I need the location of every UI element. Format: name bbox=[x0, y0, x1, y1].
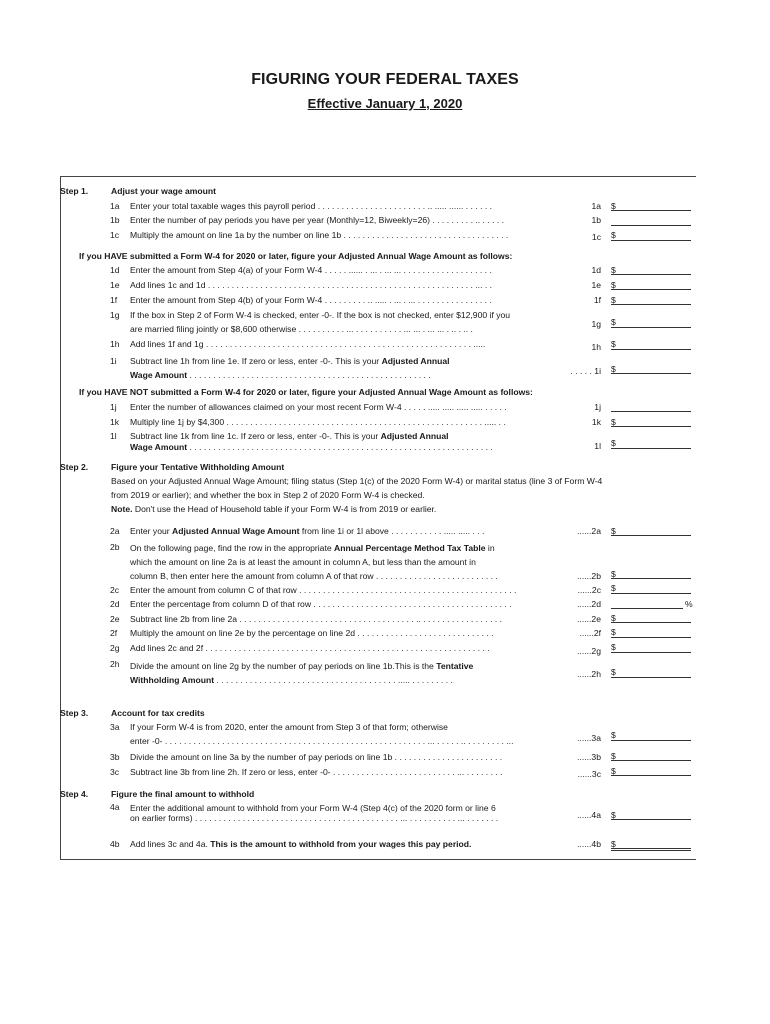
line-number: 1b bbox=[110, 215, 120, 225]
line-number: 1d bbox=[110, 265, 120, 275]
not-w4-intro: If you HAVE NOT submitted a Form W-4 for 2020 or later, figure your Adjusted Annual Wage Amount as follows: bbox=[79, 387, 533, 397]
line-1d-text: Enter the amount from Step 4(a) of your Form W-4 . . . . . ...... . ... . ... ... . . . . . . . . . . . . . . . . . . . bbox=[130, 265, 492, 275]
line-2a-field[interactable] bbox=[611, 535, 691, 536]
line-number: 1h bbox=[110, 339, 120, 349]
step-4-heading: Figure the final amount to withhold bbox=[111, 789, 255, 799]
line-ref: ......2a bbox=[577, 526, 601, 536]
line-3c-text: Subtract line 3b from line 2h. If zero or less, enter -0- . . . . . . . . . . . . . . . . . . . . . . . . . . ... . . . . . . . . bbox=[130, 767, 503, 777]
line-number: 1e bbox=[110, 280, 120, 290]
line-number: 2e bbox=[110, 614, 120, 624]
line-2a-text: Enter your Adjusted Annual Wage Amount from line 1i or 1l above . . . . . . . . . . . ..... ..... . . . bbox=[130, 526, 485, 536]
line-number: 1c bbox=[110, 230, 120, 240]
line-ref: ......2c bbox=[577, 585, 601, 595]
line-ref: 1c bbox=[591, 232, 601, 242]
line-ref: 1e bbox=[591, 280, 601, 290]
line-ref: ......2b bbox=[577, 571, 601, 581]
step-3-heading: Account for tax credits bbox=[111, 708, 205, 718]
step-2-intro: Based on your Adjusted Annual Wage Amount; filing status (Step 1(c) of the 2020 Form W-4) or marital status (line 3 of Form W-4 bbox=[111, 476, 603, 486]
line-1c-field[interactable] bbox=[611, 240, 691, 241]
line-1b-text: Enter the number of pay periods you have per year (Monthly=12, Biweekly=26) . . . . . . . . . .. . . . . . bbox=[130, 215, 505, 225]
form-title: FIGURING YOUR FEDERAL TAXES bbox=[251, 71, 519, 88]
line-number: 2h bbox=[110, 659, 120, 669]
line-number: 1k bbox=[110, 417, 120, 427]
dollar-sign: $ bbox=[611, 339, 616, 349]
line-2f-text: Multiply the amount on line 2e by the percentage on line 2d . . . . . . . . . . . . . . . . . . . . . . . . . . . . . bbox=[130, 628, 494, 638]
line-2g-field[interactable] bbox=[611, 652, 691, 653]
line-ref: ......3c bbox=[577, 769, 601, 779]
line-1j-text: Enter the number of allowances claimed on your most recent Form W-4 . . . . . ..... ..... ..... ..... . . . . . bbox=[130, 402, 507, 412]
line-ref: 1d bbox=[591, 265, 601, 275]
dollar-sign: $ bbox=[611, 526, 616, 536]
line-ref: 1g bbox=[591, 319, 601, 329]
line-1i-text-cont: Wage Amount . . . . . . . . . . . . . . . . . . . . . . . . . . . . . . . . . . . . . . . . . . . . . . . . . . . bbox=[130, 370, 431, 380]
line-number: 2f bbox=[110, 628, 118, 638]
dollar-sign: $ bbox=[611, 810, 616, 820]
line-number: 2g bbox=[110, 643, 120, 653]
line-1g-text-cont: are married filing jointly or $8,600 otherwise . . . . . . . . . . ... . . . . . . . . . . ... ... . ... ... . .. . .. . bbox=[130, 324, 473, 334]
line-2b-field[interactable] bbox=[611, 578, 691, 579]
line-1k-field[interactable] bbox=[611, 426, 691, 427]
line-number: 1f bbox=[110, 295, 118, 305]
line-1j-field[interactable] bbox=[611, 411, 691, 412]
dollar-sign: $ bbox=[611, 730, 616, 740]
line-2d-text: Enter the percentage from column D of that row . . . . . . . . . . . . . . . . . . . . . . . . . . . . . . . . . . . . . . . . . . bbox=[130, 599, 512, 609]
dollar-sign: $ bbox=[611, 667, 616, 677]
line-ref: 1b bbox=[591, 215, 601, 225]
line-2e-field[interactable] bbox=[611, 622, 691, 623]
line-3a-text-cont: enter -0- . . . . . . . . . . . . . . . . . . . . . . . . . . . . . . . . . . . . . . . . . . . . . . . . . . . . . . . ... . . . . . .. . . . . . . . . ... bbox=[130, 736, 514, 746]
line-number: 1j bbox=[110, 402, 117, 412]
line-ref: ......2h bbox=[577, 669, 601, 679]
line-ref: ......3a bbox=[577, 733, 601, 743]
line-1e-text: Add lines 1c and 1d . . . . . . . . . . . . . . . . . . . . . . . . . . . . . . . . . . . . . . . . . . . . . . . . . . . . . . . . ... . . bbox=[130, 280, 493, 290]
dollar-sign: $ bbox=[611, 642, 616, 652]
line-3a-field[interactable] bbox=[611, 740, 691, 741]
step-1-label: Step 1. bbox=[60, 186, 89, 196]
line-1d-field[interactable] bbox=[611, 274, 691, 275]
dollar-sign: $ bbox=[611, 364, 616, 374]
bottom-divider bbox=[60, 859, 696, 860]
line-2e-text: Subtract line 2b from line 2a . . . . . . . . . . . . . . . . . . . . . . . . . . . . . . . . . . . . . .. . . . . . . . . . . . . . . . . . bbox=[130, 614, 503, 624]
line-ref: ......4b bbox=[577, 839, 601, 849]
dollar-sign: $ bbox=[611, 613, 616, 623]
line-1e-field[interactable] bbox=[611, 289, 691, 290]
line-4b-field[interactable] bbox=[611, 848, 691, 851]
line-ref: ......2g bbox=[577, 646, 601, 656]
line-2h-field[interactable] bbox=[611, 677, 691, 678]
dollar-sign: $ bbox=[611, 417, 616, 427]
line-number: 2d bbox=[110, 599, 120, 609]
line-ref: ......3b bbox=[577, 752, 601, 762]
dollar-sign: $ bbox=[611, 627, 616, 637]
line-2b-text-cont: which the amount on line 2a is at least the amount in column A, but less than the amount in bbox=[130, 557, 476, 567]
line-1f-text: Enter the amount from Step 4(b) of your Form W-4 . . . . . . . . . .. ..... . ... . ... . . . . . . . . . . . . . . . . bbox=[130, 295, 492, 305]
step-1-heading: Adjust your wage amount bbox=[111, 186, 217, 196]
line-1l-text: Subtract line 1k from line 1c. If zero or less, enter -0-. This is your Adjusted Annual bbox=[130, 431, 449, 441]
line-2g-text: Add lines 2c and 2f . . . . . . . . . . . . . . . . . . . . . . . . . . . . . . . . . . . . . . . . . . . . . . . . . . . . . . . . . . . . bbox=[130, 643, 490, 653]
dollar-sign: $ bbox=[611, 569, 616, 579]
line-1g-text: If the box in Step 2 of Form W-4 is checked, enter -0-. If the box is not checked, enter $12,900 if you bbox=[130, 310, 511, 320]
dollar-sign: $ bbox=[611, 280, 616, 290]
line-2c-field[interactable] bbox=[611, 593, 691, 594]
line-1f-field[interactable] bbox=[611, 304, 691, 305]
line-number: 3b bbox=[110, 752, 120, 762]
dollar-sign: $ bbox=[611, 438, 616, 448]
line-2c-text: Enter the amount from column C of that row . . . . . . . . . . . . . . . . . . . . . . . . . . . . . . . . . . . . . . . . . . . . . . bbox=[130, 585, 517, 595]
step-4-label: Step 4. bbox=[60, 789, 89, 799]
dollar-sign: $ bbox=[611, 295, 616, 305]
line-3c-field[interactable] bbox=[611, 775, 691, 776]
line-3a-text: If your Form W-4 is from 2020, enter the amount from Step 3 of that form; otherwise bbox=[130, 722, 448, 732]
line-number: 1g bbox=[110, 310, 120, 320]
line-ref: 1l bbox=[594, 441, 601, 451]
line-ref: 1f bbox=[593, 295, 601, 305]
line-2h-text: Divide the amount on line 2g by the number of pay periods on line 1b.This is the Tentative bbox=[130, 661, 474, 671]
have-w4-intro: If you HAVE submitted a Form W-4 for 2020 or later, figure your Adjusted Annual Wage Amount as follows: bbox=[79, 251, 513, 261]
form-subtitle: Effective January 1, 2020 bbox=[307, 96, 463, 111]
line-1i-text: Subtract line 1h from line 1e. If zero or less, enter -0-. This is your Adjusted Annual bbox=[130, 356, 450, 366]
line-2h-text-cont: Withholding Amount . . . . . . . . . . . . . . . . . . . . . . . . . . . . . . . . . . . . . . ..... . . . . . . . . . bbox=[130, 675, 453, 685]
line-1h-text: Add lines 1f and 1g . . . . . . . . . . . . . . . . . . . . . . . . . . . . . . . . . . . . . . . . . . . . . . . . . . . . . . . . ..... bbox=[130, 339, 486, 349]
line-ref: 1a bbox=[591, 201, 601, 211]
dollar-sign: $ bbox=[611, 317, 616, 327]
top-divider bbox=[60, 176, 696, 177]
line-2b-text-cont2: column B, then enter here the amount from column A of that row . . . . . . . . . . . . . . . . . . . . . . . . . . bbox=[130, 571, 498, 581]
line-number: 2c bbox=[110, 585, 120, 595]
line-number: 2a bbox=[110, 526, 120, 536]
dollar-sign: $ bbox=[611, 751, 616, 761]
line-number: 1a bbox=[110, 201, 120, 211]
dollar-sign: $ bbox=[611, 839, 616, 849]
line-1l-text-cont: Wage Amount . . . . . . . . . . . . . . . . . . . . . . . . . . . . . . . . . . . . . . . . . . . . . . . . . . . . . . . . . . . . . . . . bbox=[130, 442, 493, 452]
line-ref: ......2e bbox=[577, 614, 601, 624]
line-1g-field[interactable] bbox=[611, 327, 691, 328]
line-1l-field[interactable] bbox=[611, 448, 691, 449]
line-ref: 1k bbox=[591, 417, 601, 427]
line-number: 3c bbox=[110, 767, 120, 777]
line-2d-field[interactable] bbox=[611, 608, 683, 609]
line-4a-field[interactable] bbox=[611, 819, 691, 820]
percent-sign: % bbox=[685, 599, 693, 609]
line-2f-field[interactable] bbox=[611, 637, 691, 638]
line-1i-field[interactable] bbox=[611, 373, 691, 374]
line-ref: ......2f bbox=[579, 628, 601, 638]
line-1k-text: Multiply line 1j by $4,300 . . . . . . . . . . . . . . . . . . . . . . . . . . . . . . . . . . . . . . . . . . . . . . . . . . . . . . ..... . . bbox=[130, 417, 506, 427]
line-4a-text: Enter the additional amount to withhold from your Form W-4 (Step 4(c) of the 2020 form or line 6 bbox=[130, 803, 496, 813]
line-4b-text: Add lines 3c and 4a. This is the amount to withhold from your wages this pay period. bbox=[130, 839, 472, 849]
step-2-label: Step 2. bbox=[60, 462, 89, 472]
line-ref: . . . . . 1i bbox=[570, 366, 601, 376]
step-2-intro-cont: from 2019 or earlier); and whether the box in Step 2 of 2020 Form W-4 is checked. bbox=[111, 490, 425, 500]
line-number: 1i bbox=[110, 356, 117, 366]
step-2-heading: Figure your Tentative Withholding Amount bbox=[111, 462, 285, 472]
line-ref: 1h bbox=[591, 342, 601, 352]
line-number: 4a bbox=[110, 802, 120, 812]
line-ref: 1j bbox=[594, 402, 601, 412]
line-number: 1l bbox=[110, 431, 117, 441]
dollar-sign: $ bbox=[611, 201, 616, 211]
dollar-sign: $ bbox=[611, 230, 616, 240]
dollar-sign: $ bbox=[611, 766, 616, 776]
line-ref: ......2d bbox=[577, 599, 601, 609]
line-1h-field[interactable] bbox=[611, 349, 691, 350]
line-3b-field[interactable] bbox=[611, 760, 691, 761]
line-number: 3a bbox=[110, 722, 120, 732]
line-3b-text: Divide the amount on line 3a by the number of pay periods on line 1b . . . . . . . . . . . . . . . . . . . . . . . bbox=[130, 752, 503, 762]
line-number: 4b bbox=[110, 839, 120, 849]
left-border bbox=[60, 176, 61, 859]
line-1a-field[interactable] bbox=[611, 210, 691, 211]
line-number: 2b bbox=[110, 542, 120, 552]
line-1a-text: Enter your total taxable wages this payroll period . . . . . . . . . . . . . . . . . . . . . . . .. ..... ...... . . . . . . bbox=[130, 201, 493, 211]
dollar-sign: $ bbox=[611, 265, 616, 275]
step-2-note: Note. Don't use the Head of Household table if your Form W-4 is from 2019 or earlier. bbox=[111, 504, 437, 514]
step-3-label: Step 3. bbox=[60, 708, 89, 718]
line-2b-text: On the following page, find the row in the appropriate Annual Percentage Method Tax Table in bbox=[130, 543, 495, 553]
line-1c-text: Multiply the amount on line 1a by the number on line 1b . . . . . . . . . . . . . . . . . . . . . . . . . . . . . . . . . . . bbox=[130, 230, 509, 240]
line-1b-field[interactable] bbox=[611, 225, 691, 226]
line-ref: ......4a bbox=[577, 810, 601, 820]
dollar-sign: $ bbox=[611, 583, 616, 593]
line-4a-text-cont: on earlier forms) . . . . . . . . . . . . . . . . . . . . . . . . . . . . . . . . . . . . . . . . . . . ... . . . . . . . . . . ... . . . . . . . bbox=[130, 813, 499, 823]
